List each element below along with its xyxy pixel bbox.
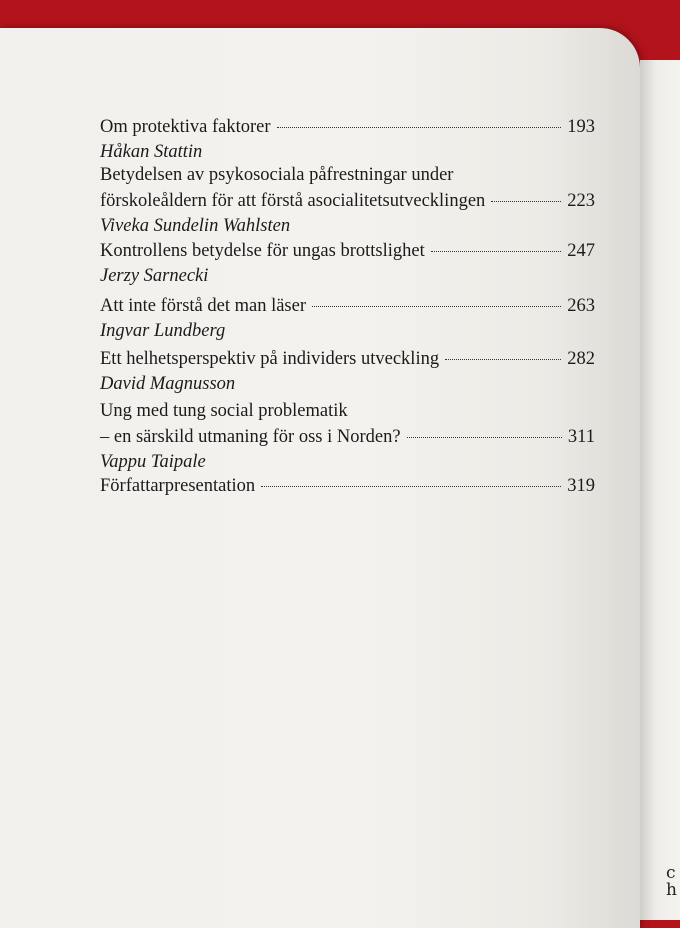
toc-entry	[100, 398, 595, 474]
toc-title: Att inte förstå det man läser	[100, 296, 307, 316]
toc-page-number: 223	[567, 191, 595, 211]
adjacent-page-edge	[640, 60, 680, 920]
toc-title: Författarpresentation	[100, 476, 256, 496]
toc-title-line	[100, 162, 595, 188]
dot-leader	[491, 201, 561, 202]
dot-leader	[261, 486, 561, 487]
toc-page-number: 282	[567, 349, 595, 369]
toc-author: Håkan Stattin	[100, 142, 203, 162]
toc-title-line	[100, 114, 595, 140]
adjacent-page-glyph: h	[666, 880, 677, 900]
toc-title-line	[100, 293, 595, 319]
adjacent-page-glyph: c	[666, 863, 676, 883]
toc-entry	[100, 473, 595, 499]
toc-author: Viveka Sundelin Wahlsten	[100, 216, 291, 236]
toc-author: Jerzy Sarnecki	[100, 266, 209, 286]
toc-title-line	[100, 398, 595, 424]
toc-title: förskoleåldern för att förstå asocialitetsutvecklingen	[100, 191, 486, 211]
toc-entry	[100, 162, 595, 238]
dot-leader	[431, 251, 562, 252]
toc-author: David Magnusson	[100, 374, 236, 394]
dot-leader	[407, 437, 562, 438]
dot-leader	[277, 127, 562, 128]
toc-author: Vappu Taipale	[100, 452, 206, 472]
toc-title: – en särskild utmaning för oss i Norden?	[100, 427, 401, 447]
toc-title-line	[100, 346, 595, 372]
toc-page-number: 263	[567, 296, 595, 316]
toc-title: Ett helhetsperspektiv på individers utveckling	[100, 349, 440, 369]
toc-title-line	[100, 424, 595, 450]
toc-title-line	[100, 473, 595, 499]
toc-page-number: 193	[567, 117, 595, 137]
toc-page-number: 319	[567, 476, 595, 496]
toc-title: Betydelsen av psykosociala påfrestningar under	[100, 165, 454, 185]
toc-author: Ingvar Lundberg	[100, 321, 226, 341]
dot-leader	[445, 359, 561, 360]
toc-page-number: 311	[567, 427, 595, 447]
toc-page-number: 247	[567, 241, 595, 261]
toc-entry	[100, 238, 595, 288]
toc-entry	[100, 293, 595, 343]
toc-title: Ung med tung social problematik	[100, 401, 348, 421]
toc-title: Kontrollens betydelse för ungas brottslighet	[100, 241, 425, 261]
dot-leader	[312, 306, 561, 307]
toc-title-line	[100, 188, 595, 214]
toc-title: Om protektiva faktorer	[100, 117, 271, 137]
toc-entry	[100, 114, 595, 164]
toc-title-line	[100, 238, 595, 264]
toc-entry	[100, 346, 595, 396]
